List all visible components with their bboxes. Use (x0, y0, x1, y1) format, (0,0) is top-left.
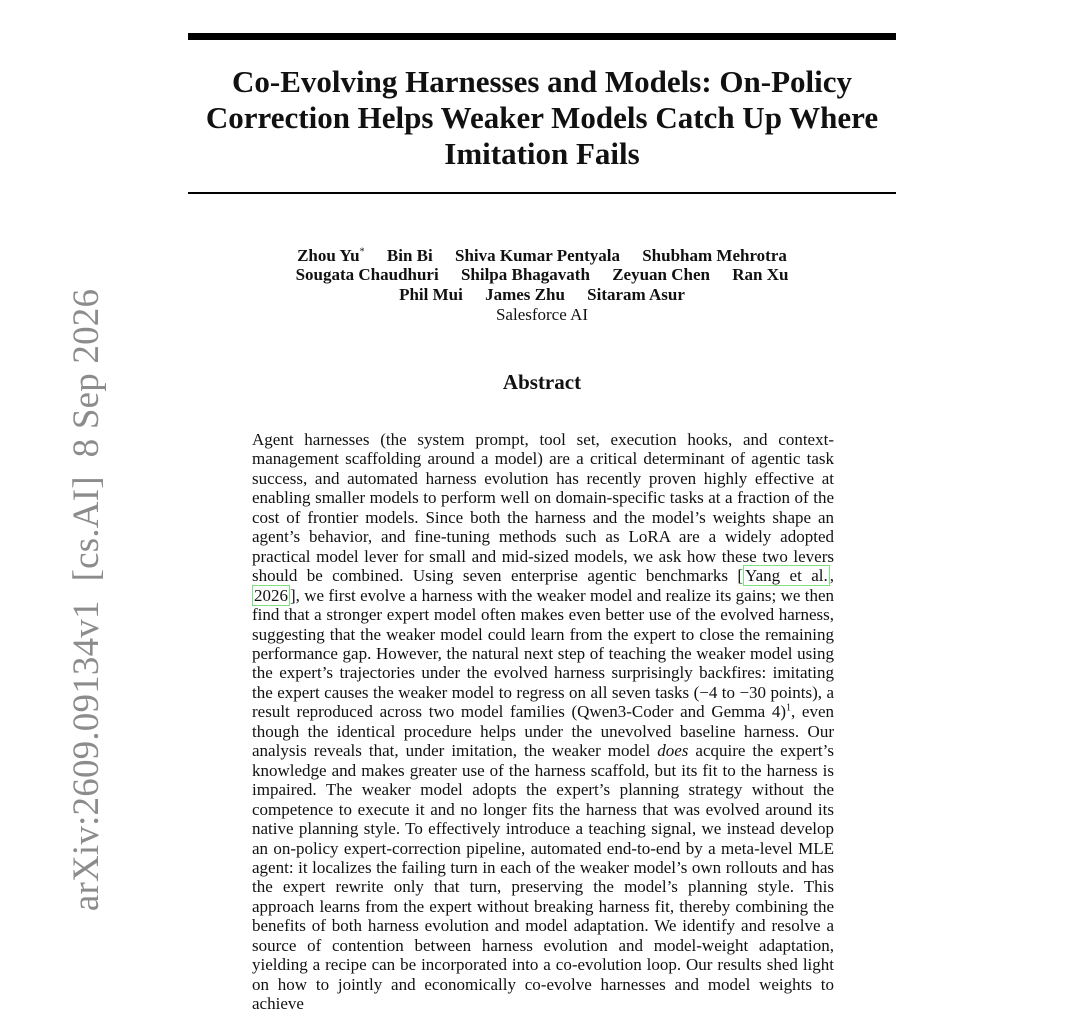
arxiv-identifier-stamp (65, 289, 108, 911)
author-row (188, 265, 896, 285)
arxiv-date: 8 Sep 2026 (66, 288, 107, 458)
author-name: Sitaram Asur (587, 285, 685, 305)
author-name: Zhou Yu* (297, 245, 365, 265)
abstract-text: , we first evolve a harness with the weaker model and realize its gains; we then find that a stronger expert model often makes even better use of the evolved harness, suggesting that the weaker model could learn from the expert to close the remaining performance gap. However, the natural next step of teaching the weaker model using the expert’s trajectories under the evolved harness surprisingly backfires: imitating the expert causes the weaker model to regress on all seven tasks (−4 to −30 points), a result reproduced across two model families (Qwen3-Coder and Gemma 4) (252, 585, 834, 722)
author-affiliation: Salesforce AI (495, 304, 589, 324)
author-name: Shubham Mehrotra (642, 245, 787, 265)
title-line: Co-Evolving Harnesses and Models: On-Policy (231, 64, 852, 99)
title-line: Imitation Fails (444, 136, 640, 171)
arxiv-id: arXiv:2609.09134v1 (66, 600, 107, 912)
author-name: Zeyuan Chen (612, 265, 710, 285)
author-name: Shiva Kumar Pentyala (454, 245, 620, 265)
author-name: James Zhu (485, 285, 565, 305)
footnote-marker[interactable]: 1 (785, 702, 791, 714)
author-name: Sougata Chaudhuri (295, 265, 439, 285)
abstract-emphasis: does (657, 741, 689, 761)
abstract-heading: Abstract (502, 370, 582, 394)
author-row (188, 285, 896, 305)
author-name: Phil Mui (399, 285, 463, 305)
author-name: Bin Bi (386, 245, 433, 265)
paper-title (188, 64, 896, 172)
citation-link-authors[interactable]: Yang et al. (745, 566, 828, 586)
title-top-rule (188, 33, 896, 40)
abstract-body: Agent harnesses (the system prompt, tool set, execution hooks, and context-management scaffolding around a model) are a critical determinant of agentic task success, and automated harness evolution has recently proven highly effective at enabling smaller models to perform well on domain-specific tasks at a fraction of the cost of frontier models. Since both the harness and the model’s weights shape an agent’s behavior, and fine-tuning methods such as LoRA are a widely adopted practical model lever for small and mid-sized models, we ask how these two levers should be combined. Using seven enterprise agentic benchmarks [ Yang et al. , 2026 ], we first evolve a harness with the weaker model and realize its gains; we then find that a stronger expert model often makes even better use of the evolved harness, suggesting that the weaker model could learn from the expert to close the remaining performance gap. However, the natural next step of teaching the weaker model using the expert’s trajectories under the evolved harness surprisingly backfires: imitating the expert causes the weaker model to regress on all seven tasks (−4 to −30 points), a result reproduced across two model families (Qwen3-Coder and Gemma 4)$^1$, even though the identical procedure helps under the unevolved baseline harness. Our analysis reveals that, under imitation, the weaker model does acquire the expert’s knowledge and makes greater use of the harness scaffold, but its fit to the harness is impaired. The weaker model adopts the expert’s planning strategy without the competence to execute it and no longer fits the harness that was evolved around its native planning style. To effectively introduce a teaching signal, we instead develop an on-policy expert-correction pipeline, automated end-to-end by a meta-level MLE agent: it localizes the failing turn in each of the weaker model’s own rollouts and has the expert rewrite only that turn, preserving the model’s planning style. This approach learns from the expert without breaking harness fit, thereby combining the benefits of both harness evolution and model adaptation. We identify and resolve a source of contention between harness evolution and model-weight adaptation, yielding a recipe can be incorporated into a co-evolution loop. Our results shed light on how to jointly and economically co-evolve harnesses and model weights to achieve (252, 430, 834, 1014)
author-row (188, 242, 896, 265)
corresponding-author-mark: * (359, 246, 365, 257)
author-name: Ran Xu (732, 265, 789, 285)
author-name: Shilpa Bhagavath (460, 265, 590, 285)
title-line: Correction Helps Weaker Models Catch Up Where (205, 100, 879, 135)
arxiv-category: [cs.AI] (66, 476, 107, 582)
abstract-text: acquire the expert’s knowledge and makes greater use of the harness scaffold, but its fit to the harness is impaired. The weaker model adopts the expert’s planning strategy without the competence to execute it and no longer fits the harness that was evolved around its native planning style. To effectively introduce a teaching signal, we instead develop an on-policy expert-correction pipeline, automated end-to-end by a meta-level MLE agent: it localizes the failing turn in each of the weaker model’s own rollouts and has the expert rewrite only that turn, preserving the model’s planning style. This approach learns from the expert without breaking harness fit, thereby combining the benefits of both harness evolution and model adaptation. We identify and resolve a source of contention between harness evolution and model-weight adaptation, yielding a recipe can be incorporated into a co-evolution loop. Our results shed light on how to jointly and economically co-evolve harnesses and model weights to achieve (252, 741, 834, 1014)
title-bottom-rule (188, 192, 896, 194)
citation-link-year[interactable]: 2026 (254, 585, 288, 605)
abstract-text: , even though the identical procedure helps under the unevolved baseline harness. Our analysis reveals that, under imitation, the weaker model (252, 702, 834, 761)
abstract-text: Agent harnesses (the system prompt, tool set, execution hooks, and context-management scaffolding around a model) are a critical determinant of agentic task success, and automated harness evolution has recently proven highly effective at enabling smaller models to perform well on domain-specific tasks at a fraction of the cost of frontier models. Since both the harness and the model’s weights shape an agent’s behavior, and fine-tuning methods such as LoRA are a widely adopted practical model lever for small and mid-sized models, we ask how these two levers should be combined. Using seven enterprise agentic benchmarks (252, 430, 834, 586)
author-block (188, 242, 896, 324)
